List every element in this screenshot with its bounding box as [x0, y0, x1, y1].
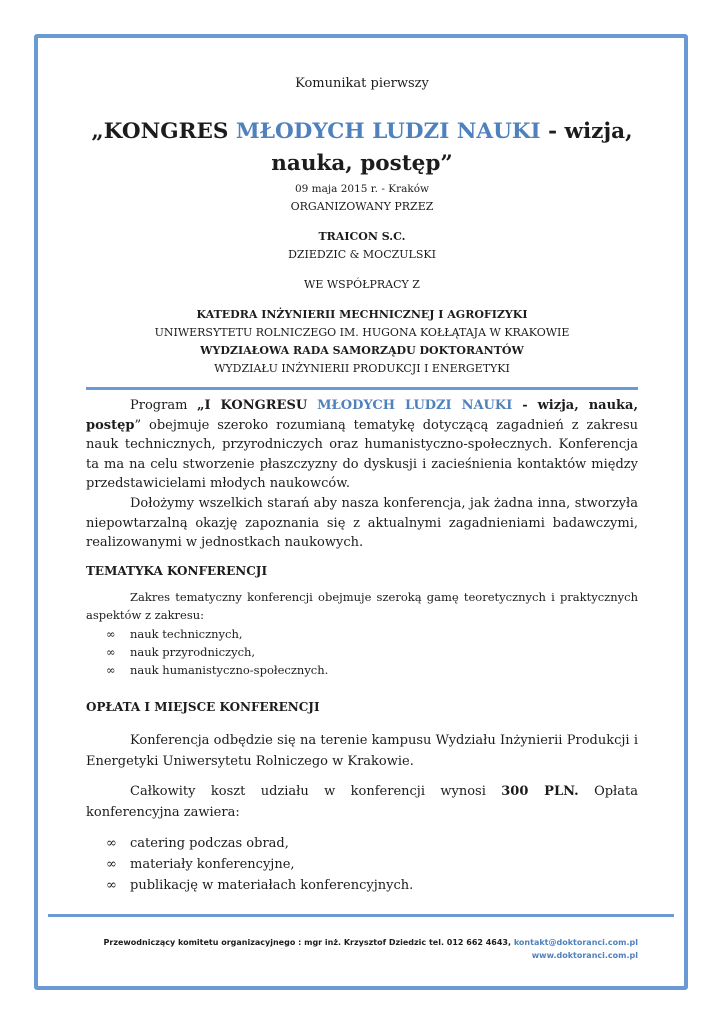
cooperation-org-2: WYDZIAŁOWA RADA SAMORZĄDU DOKTORANTÓW: [200, 344, 524, 357]
organizer-partners: DZIEDZIC & MOCZULSKI: [288, 248, 436, 261]
footer-email-link[interactable]: kontakt@doktoranci.com.pl: [513, 938, 638, 947]
title-line-1: „KONGRES MŁODYCH LUDZI NAUKI - wizja,: [91, 119, 633, 144]
footer-line-1: [104, 936, 638, 949]
page-title: [0, 116, 724, 180]
list-item: ∞ nauk technicznych,: [106, 627, 243, 641]
cooperation-org-2-sub: WYDZIAŁU INŻYNIERII PRODUKCJI I ENERGETYKI: [214, 362, 510, 375]
infinity-bullet-icon: ∞: [106, 878, 117, 893]
cooperation-label: WE WSPÓŁPRACY Z: [304, 278, 420, 291]
program-paragraph: Program „I KONGRESU MŁODYCH LUDZI NAUKI - wizja, nauka, postęp” obejmuje szeroko rozumianą tematykę dotyczącą zagadnień z zakresu nauk technicznych, przyrodniczych oraz humanistyczno-społecznych. Konferencja ta ma na celu stworzenie płaszczyzny do dyskusji i zacieśnienia kontaktów między przedstawicielami młodych naukowców.: [86, 398, 639, 491]
infinity-bullet-icon: ∞: [106, 836, 117, 851]
place-paragraph: Konferencja odbędzie się na terenie kampusu Wydziału Inżynierii Produkcji i Energetyki Uniwersytetu Rolniczego w Krakowie.: [86, 733, 638, 769]
infinity-bullet-icon: ∞: [106, 663, 116, 677]
tematyka-intro: Zakres tematyczny konferencji obejmuje szeroką gamę teoretycznych i praktycznych aspektów z zakresu:: [86, 590, 638, 622]
announcement-label: Komunikat pierwszy: [295, 76, 429, 91]
commitment-paragraph: Dołożymy wszelkich starań aby nasza konferencja, jak żadna inna, stworzyła niepowtarzalną okazję zapoznania się z aktualnymi zagadnieniami badawczymi, realizowanymi w jednostkach naukowych.: [86, 496, 638, 550]
oplata-list: [106, 833, 413, 896]
infinity-bullet-icon: ∞: [106, 645, 116, 659]
cooperation-org-1-sub: UNIWERSYTETU ROLNICZEGO IM. HUGONA KOŁŁĄTAJA W KRAKOWIE: [154, 326, 570, 339]
tematyka-list: [106, 625, 328, 679]
list-item: ∞ materiały konferencyjne,: [106, 854, 413, 875]
oplata-heading: OPŁATA I MIEJSCE KONFERENCJI: [86, 700, 320, 714]
infinity-bullet-icon: ∞: [106, 627, 116, 641]
footer-divider: [48, 914, 674, 917]
title-line-2: nauka, postęp”: [271, 151, 453, 176]
cost-value: 300 PLN.: [501, 784, 579, 799]
tematyka-heading: TEMATYKA KONFERENCJI: [86, 564, 268, 578]
list-item: ∞ catering podczas obrad,: [106, 833, 413, 854]
list-item: ∞ publikację w materiałach konferencyjnych.: [106, 875, 413, 896]
cooperation-org-1: KATEDRA INŻYNIERII MECHNICZNEJ I AGROFIZYKI: [196, 308, 528, 321]
list-item: ∞ nauk przyrodniczych,: [106, 645, 256, 659]
organizer-name: TRAICON S.C.: [318, 230, 406, 243]
footer-contact: [104, 936, 638, 962]
list-item: ∞ nauk humanistyczno-społecznych.: [106, 663, 329, 677]
footer-website-link[interactable]: www.doktoranci.com.pl: [531, 951, 638, 960]
date-place: 09 maja 2015 r. - Kraków: [294, 183, 430, 195]
header-divider: [86, 387, 638, 390]
organized-by-label: ORGANIZOWANY PRZEZ: [290, 200, 434, 213]
infinity-bullet-icon: ∞: [106, 857, 117, 872]
title-highlight: MŁODYCH LUDZI NAUKI: [235, 119, 541, 144]
cost-paragraph: Całkowity koszt udziału w konferencji wynosi 300 PLN. Opłata konferencyjna zawiera:: [86, 784, 638, 820]
footer-committee: Przewodniczący komitetu organizacyjnego : mgr inż. Krzysztof Dziedzic tel. 012 662 4643,: [103, 938, 514, 947]
